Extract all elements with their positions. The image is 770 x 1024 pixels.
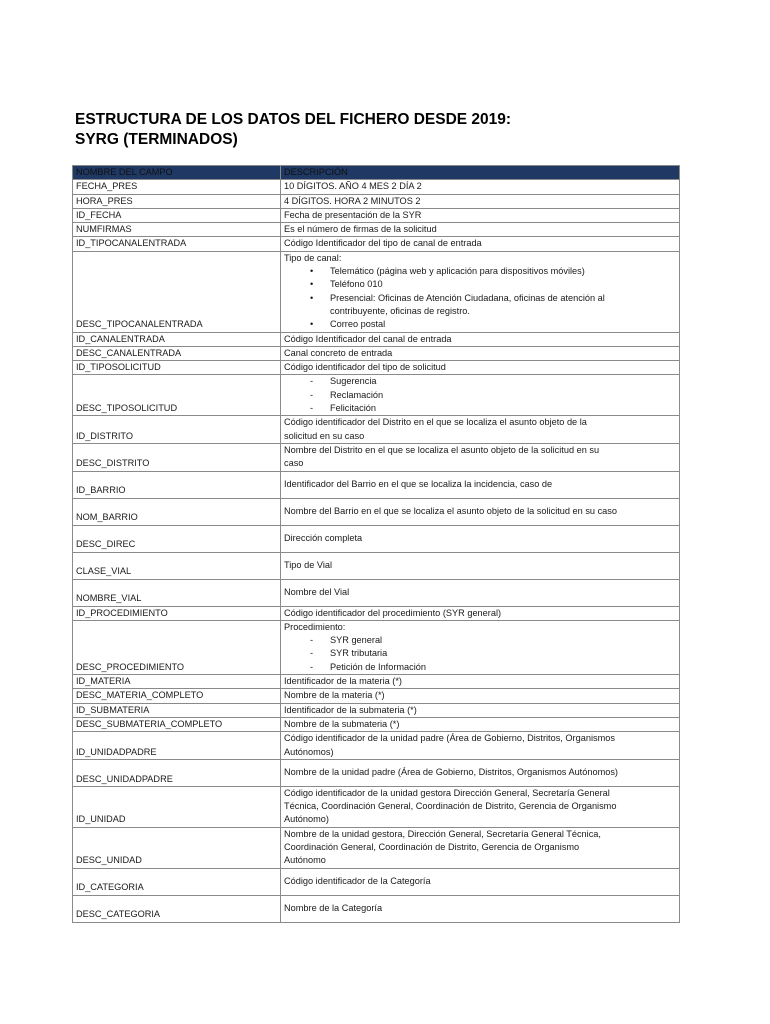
- field-name-cell: DESC_MATERIA_COMPLETO: [73, 689, 281, 703]
- description-line: Código identificador de la Categoría: [284, 875, 431, 886]
- table-row: [73, 717, 680, 731]
- description-line: Código Identificador del canal de entrada: [284, 333, 452, 344]
- dash-marker: -: [310, 648, 314, 659]
- description-cell: [281, 443, 680, 471]
- description-cell: [281, 332, 680, 346]
- fields-table: [72, 165, 680, 923]
- field-name-cell: DESC_UNIDAD: [73, 827, 281, 868]
- field-name-cell: NUMFIRMAS: [73, 223, 281, 237]
- description-cell: [281, 759, 680, 786]
- table-row: [73, 375, 680, 416]
- description-intro: Tipo de canal:: [284, 252, 342, 263]
- description-line: Tipo de Vial: [284, 559, 333, 570]
- description-line: 10 DÍGITOS. AÑO 4 MES 2 DÍA 2: [284, 181, 422, 192]
- table-header-row: [73, 166, 680, 180]
- description-cell: [281, 223, 680, 237]
- table-row: [73, 689, 680, 703]
- description-line: Autónomo): [284, 814, 329, 825]
- description-line: Nombre del Distrito en el que se localiza el asunto objeto de la solicitud en su: [284, 444, 600, 455]
- description-line: Nombre del Vial: [284, 586, 350, 597]
- description-cell: [281, 361, 680, 375]
- description-line: Nombre de la unidad padre (Área de Gobierno, Distritos, Organismos Autónomos): [284, 767, 618, 778]
- dash-marker: -: [310, 661, 314, 672]
- description-cell: [281, 786, 680, 827]
- field-name-cell: DESC_TIPOCANALENTRADA: [73, 251, 281, 332]
- description-line: Código identificador de la unidad padre (Área de Gobierno, Distritos, Organismos: [284, 733, 615, 744]
- description-line: solicitud en su caso: [284, 430, 365, 441]
- title-line-2: SYRG (TERMINADOS): [75, 131, 238, 148]
- description-cell: [281, 895, 680, 922]
- description-line: Canal concreto de entrada: [284, 347, 393, 358]
- description-list-item: [284, 278, 676, 291]
- table-row: [73, 675, 680, 689]
- field-name-cell: ID_FECHA: [73, 208, 281, 222]
- table-row: [73, 606, 680, 620]
- description-cell: [281, 732, 680, 760]
- description-line: Nombre de la submateria (*): [284, 718, 400, 729]
- description-list-item: [284, 647, 676, 660]
- description-cell: [281, 827, 680, 868]
- description-list-item: [284, 292, 676, 305]
- table-row: [73, 579, 680, 606]
- table-row: [73, 332, 680, 346]
- description-list-item: [284, 318, 676, 331]
- dash-marker: -: [310, 389, 314, 400]
- description-line: Nombre del Barrio en el que se localiza el asunto objeto de la solicitud en su caso: [284, 505, 617, 516]
- description-line: Código Identificador del tipo de canal de entrada: [284, 238, 482, 249]
- description-line: Dirección completa: [284, 532, 363, 543]
- description-list-item: [284, 265, 676, 278]
- table-row: [73, 759, 680, 786]
- field-name-cell: CLASE_VIAL: [73, 552, 281, 579]
- description-line: Código identificador del Distrito en el que se localiza el asunto objeto de la: [284, 417, 587, 428]
- description-line: Nombre de la Categoría: [284, 902, 383, 913]
- table-row: [73, 346, 680, 360]
- description-cell: [281, 498, 680, 525]
- table-row: [73, 361, 680, 375]
- description-cell: [281, 703, 680, 717]
- description-line: Fecha de presentación de la SYR: [284, 209, 422, 220]
- field-name-cell: ID_TIPOSOLICITUD: [73, 361, 281, 375]
- list-item-text: Felicitación: [330, 403, 376, 414]
- description-line: Identificador de la submateria (*): [284, 704, 417, 715]
- description-cell: [281, 471, 680, 498]
- list-item-text: Petición de Información: [330, 661, 427, 672]
- description-line: Nombre de la materia (*): [284, 690, 385, 701]
- description-intro: Procedimiento:: [284, 621, 346, 632]
- list-item-text: SYR tributaria: [330, 648, 388, 659]
- field-name-cell: DESC_PROCEDIMIENTO: [73, 620, 281, 674]
- field-name-cell: DESC_CATEGORIA: [73, 895, 281, 922]
- table-row: [73, 180, 680, 194]
- description-cell: [281, 525, 680, 552]
- description-line: caso: [284, 458, 304, 469]
- description-list-item: [284, 661, 676, 674]
- bullet-marker: •: [310, 292, 314, 303]
- list-item-text: Reclamación: [330, 389, 384, 400]
- description-cell: [281, 717, 680, 731]
- header-field-name: NOMBRE DEL CAMPO: [73, 166, 281, 180]
- table-row: [73, 251, 680, 332]
- field-name-cell: ID_CANALENTRADA: [73, 332, 281, 346]
- document-title: [75, 110, 695, 150]
- list-item-text: Correo postal: [330, 319, 386, 330]
- field-name-cell: DESC_TIPOSOLICITUD: [73, 375, 281, 416]
- description-cell: [281, 208, 680, 222]
- list-item-text: Telemático (página web y aplicación para dispositivos móviles): [330, 266, 585, 277]
- table-row: [73, 620, 680, 674]
- description-line: Código identificador de la unidad gestora Dirección General, Secretaría General: [284, 787, 610, 798]
- description-line: Código identificador del tipo de solicitud: [284, 362, 446, 373]
- description-cell: [281, 675, 680, 689]
- description-cell: [281, 194, 680, 208]
- description-cell: [281, 689, 680, 703]
- table-row: [73, 827, 680, 868]
- description-cell: [281, 346, 680, 360]
- description-cell: [281, 180, 680, 194]
- description-list-item: [284, 402, 676, 415]
- description-line: Coordinación General, Coordinación de Distrito, Gerencia de Organismo: [284, 841, 580, 852]
- field-name-cell: ID_UNIDAD: [73, 786, 281, 827]
- dash-marker: -: [310, 635, 314, 646]
- field-name-cell: ID_DISTRITO: [73, 416, 281, 444]
- description-cell: [281, 375, 680, 416]
- table-row: [73, 223, 680, 237]
- field-name-cell: ID_BARRIO: [73, 471, 281, 498]
- header-description: DESCRIPCIÓN: [281, 166, 680, 180]
- description-list-item: [284, 634, 676, 647]
- description-line: Nombre de la unidad gestora, Dirección General, Secretaría General Técnica,: [284, 828, 601, 839]
- table-row: [73, 552, 680, 579]
- description-cell: [281, 606, 680, 620]
- list-item-text: Presencial: Oficinas de Atención Ciudadana, oficinas de atención al: [330, 292, 605, 303]
- table-row: [73, 443, 680, 471]
- description-cell: [281, 552, 680, 579]
- field-name-cell: ID_MATERIA: [73, 675, 281, 689]
- field-name-cell: ID_PROCEDIMIENTO: [73, 606, 281, 620]
- table-row: [73, 786, 680, 827]
- table-row: [73, 237, 680, 251]
- bullet-marker: •: [310, 319, 314, 330]
- description-line: 4 DÍGITOS. HORA 2 MINUTOS 2: [284, 195, 421, 206]
- table-row: [73, 525, 680, 552]
- list-item-text: Sugerencia: [330, 376, 377, 387]
- field-name-cell: DESC_SUBMATERIA_COMPLETO: [73, 717, 281, 731]
- table-row: [73, 703, 680, 717]
- table-row: [73, 498, 680, 525]
- description-list-item: [284, 375, 676, 388]
- description-list-item: [284, 389, 676, 402]
- table-row: [73, 732, 680, 760]
- field-name-cell: ID_SUBMATERIA: [73, 703, 281, 717]
- field-name-cell: ID_CATEGORIA: [73, 868, 281, 895]
- field-name-cell: HORA_PRES: [73, 194, 281, 208]
- description-line: Es el número de firmas de la solicitud: [284, 224, 437, 235]
- field-name-cell: DESC_DISTRITO: [73, 443, 281, 471]
- description-cell: [281, 251, 680, 332]
- description-line: Técnica, Coordinación General, Coordinación de Distrito, Gerencia de Organismo: [284, 801, 617, 812]
- table-row: [73, 895, 680, 922]
- description-cell: [281, 237, 680, 251]
- dash-marker: -: [310, 376, 314, 387]
- table-row: [73, 208, 680, 222]
- list-item-continuation: contribuyente, oficinas de registro.: [330, 305, 470, 316]
- list-item-text: SYR general: [330, 635, 383, 646]
- field-name-cell: NOM_BARRIO: [73, 498, 281, 525]
- field-name-cell: ID_TIPOCANALENTRADA: [73, 237, 281, 251]
- description-line: Código identificador del procedimiento (SYR general): [284, 607, 502, 618]
- field-name-cell: ID_UNIDADPADRE: [73, 732, 281, 760]
- table-body: [73, 180, 680, 922]
- description-cell: [281, 868, 680, 895]
- table-row: [73, 471, 680, 498]
- description-cell: [281, 416, 680, 444]
- bullet-marker: •: [310, 279, 314, 290]
- description-line: Identificador del Barrio en el que se localiza la incidencia, caso de: [284, 478, 553, 489]
- field-name-cell: DESC_DIREC: [73, 525, 281, 552]
- title-line-1: ESTRUCTURA DE LOS DATOS DEL FICHERO DESDE 2019:: [75, 111, 512, 128]
- description-line: Autónomo: [284, 855, 326, 866]
- list-item-text: Teléfono 010: [330, 279, 383, 290]
- table-row: [73, 194, 680, 208]
- field-name-cell: FECHA_PRES: [73, 180, 281, 194]
- field-name-cell: DESC_CANALENTRADA: [73, 346, 281, 360]
- table-row: [73, 416, 680, 444]
- description-cell: [281, 579, 680, 606]
- table-row: [73, 868, 680, 895]
- field-name-cell: DESC_UNIDADPADRE: [73, 759, 281, 786]
- description-line: Autónomos): [284, 746, 334, 757]
- dash-marker: -: [310, 403, 314, 414]
- description-line: Identificador de la materia (*): [284, 676, 402, 687]
- description-cell: [281, 620, 680, 674]
- bullet-marker: •: [310, 266, 314, 277]
- field-name-cell: NOMBRE_VIAL: [73, 579, 281, 606]
